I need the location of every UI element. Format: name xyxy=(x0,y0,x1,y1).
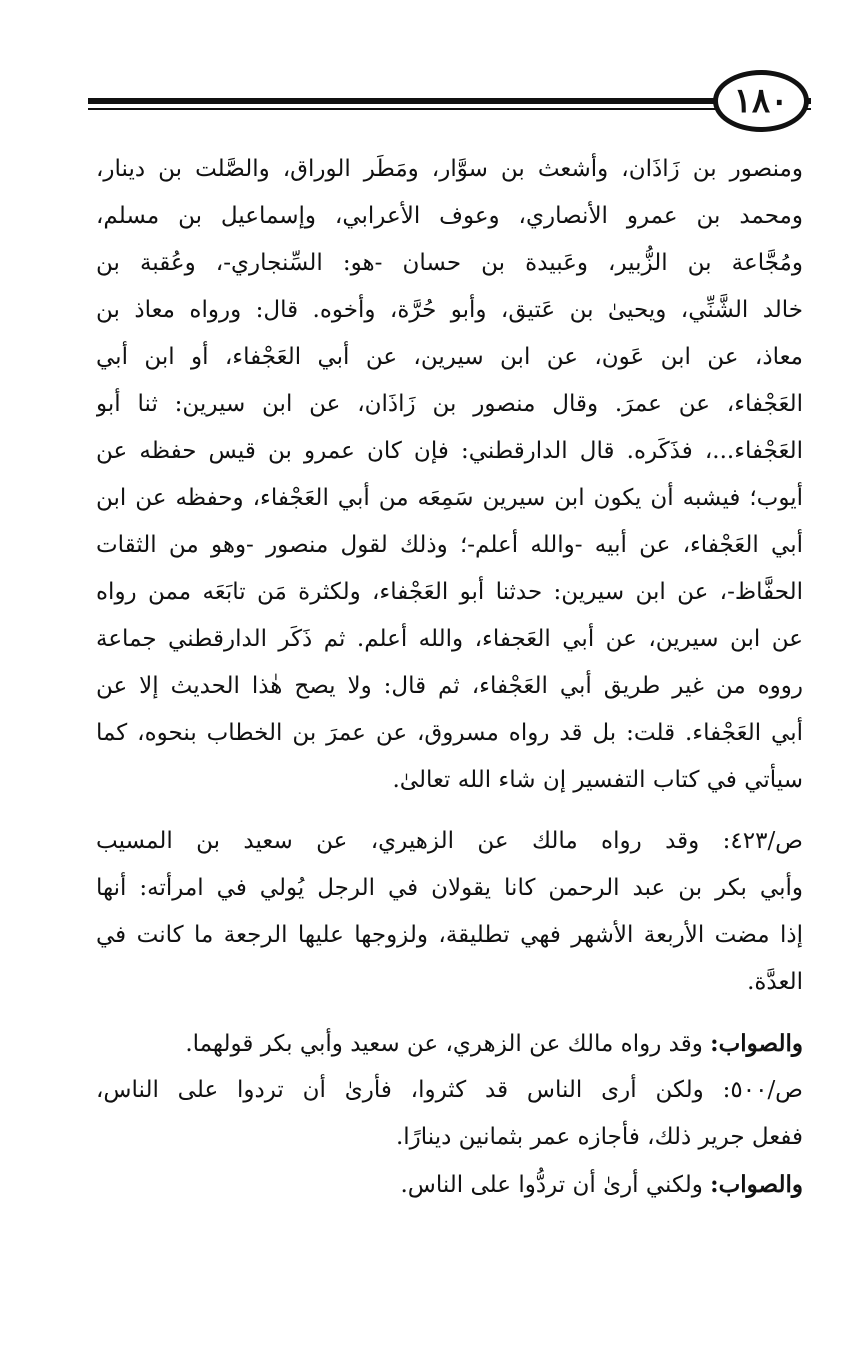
paragraph xyxy=(96,1020,803,1067)
correction-label: والصواب: xyxy=(710,1171,803,1198)
correction-text: ولكني أرىٰ أن تردُّوا على الناس. xyxy=(400,1172,711,1198)
text-line xyxy=(96,1161,803,1208)
text-line: سيأتي في كتاب التفسير إن شاء الله تعالىٰ. xyxy=(392,767,803,793)
paragraph xyxy=(96,1067,803,1161)
paragraph xyxy=(96,146,803,804)
paragraph-gap xyxy=(96,1006,803,1020)
page-number-badge xyxy=(713,70,809,132)
text-line xyxy=(96,1020,803,1067)
text-line: العدَّة. xyxy=(747,969,803,995)
text-line: رووه من غير طريق أبي العَجْفاء، ثم قال: ولا يصح هٰذا الحديث إلا عن xyxy=(96,673,803,699)
text-line: العَجْفاء...، فذَكَره. قال الدارقطني: فإن كان عمرو بن قيس حفظه عن xyxy=(96,438,803,464)
text-line: أيوب؛ فيشبه أن يكون ابن سيرين سَمِعَه من أبي العَجْفاء، وحفظه عن ابن xyxy=(96,485,803,511)
correction-text: وقد رواه مالك عن الزهري، عن سعيد وأبي بكر قولهما. xyxy=(185,1031,711,1057)
text-line: ففعل جرير ذلك، فأجازه عمر بثمانين دينارًا. xyxy=(395,1124,803,1150)
text-line: وأبي بكر بن عبد الرحمن كانا يقولان في الرجل يُولي في امرأته: أنها xyxy=(96,875,803,901)
text-line: معاذ، عن ابن عَون، عن ابن سيرين، عن أبي العَجْفاء، أو ابن أبي xyxy=(96,344,803,370)
text-line: عن ابن سيرين، عن أبي العَجفاء، والله أعلم. ثم ذَكَر الدارقطني جماعة xyxy=(96,626,803,652)
header-rule-thin xyxy=(88,108,811,110)
text-line: ومنصور بن زَاذَان، وأشعث بن سوَّار، ومَطَر الوراق، والصَّلت بن دينار، xyxy=(96,156,803,182)
paragraph xyxy=(96,1161,803,1208)
paragraph xyxy=(96,818,803,1006)
text-line: الحفَّاظ-، عن ابن سيرين: حدثنا أبو العَجْفاء، ولكثرة مَن تابَعَه ممن رواه xyxy=(96,579,803,605)
text-line: العَجْفاء، عن عمرَ. وقال منصور بن زَاذَان، عن ابن سيرين: ثنا أبو xyxy=(96,391,803,417)
header-rule-thick xyxy=(88,98,811,104)
page-number: ١٨٠ xyxy=(733,81,789,121)
text-line: خالد الشَّنِّي، ويحيىٰ بن عَتيق، وأبو حُرَّة، وأخوه. قال: ورواه معاذ بن xyxy=(96,297,803,323)
text-line: إذا مضت الأربعة الأشهر فهي تطليقة، ولزوجها عليها الرجعة ما كانت في xyxy=(96,922,803,948)
text-line: ومُجَّاعة بن الزُّبير، وعَبيدة بن حسان -هو: السِّنجاري-، وعُقبة بن xyxy=(96,250,803,276)
document-body xyxy=(96,146,803,1208)
paragraph-gap xyxy=(96,804,803,818)
text-line: ص/٤٢٣: وقد رواه مالك عن الزهيري، عن سعيد بن المسيب xyxy=(96,828,803,854)
text-line: ومحمد بن عمرو الأنصاري، وعوف الأعرابي، وإسماعيل بن مسلم، xyxy=(96,203,803,229)
text-line: أبي العَجْفاء. قلت: بل قد رواه مسروق، عن عمرَ بن الخطاب بنحوه، كما xyxy=(96,720,803,746)
correction-label: والصواب: xyxy=(710,1030,803,1057)
text-line: أبي العَجْفاء، عن أبيه -والله أعلم-؛ وذلك لقول منصور -وهو من الثقات xyxy=(96,532,803,558)
text-line: ص/٥٠٠: ولكن أرى الناس قد كثروا، فأرىٰ أن تردوا على الناس، xyxy=(96,1077,803,1103)
